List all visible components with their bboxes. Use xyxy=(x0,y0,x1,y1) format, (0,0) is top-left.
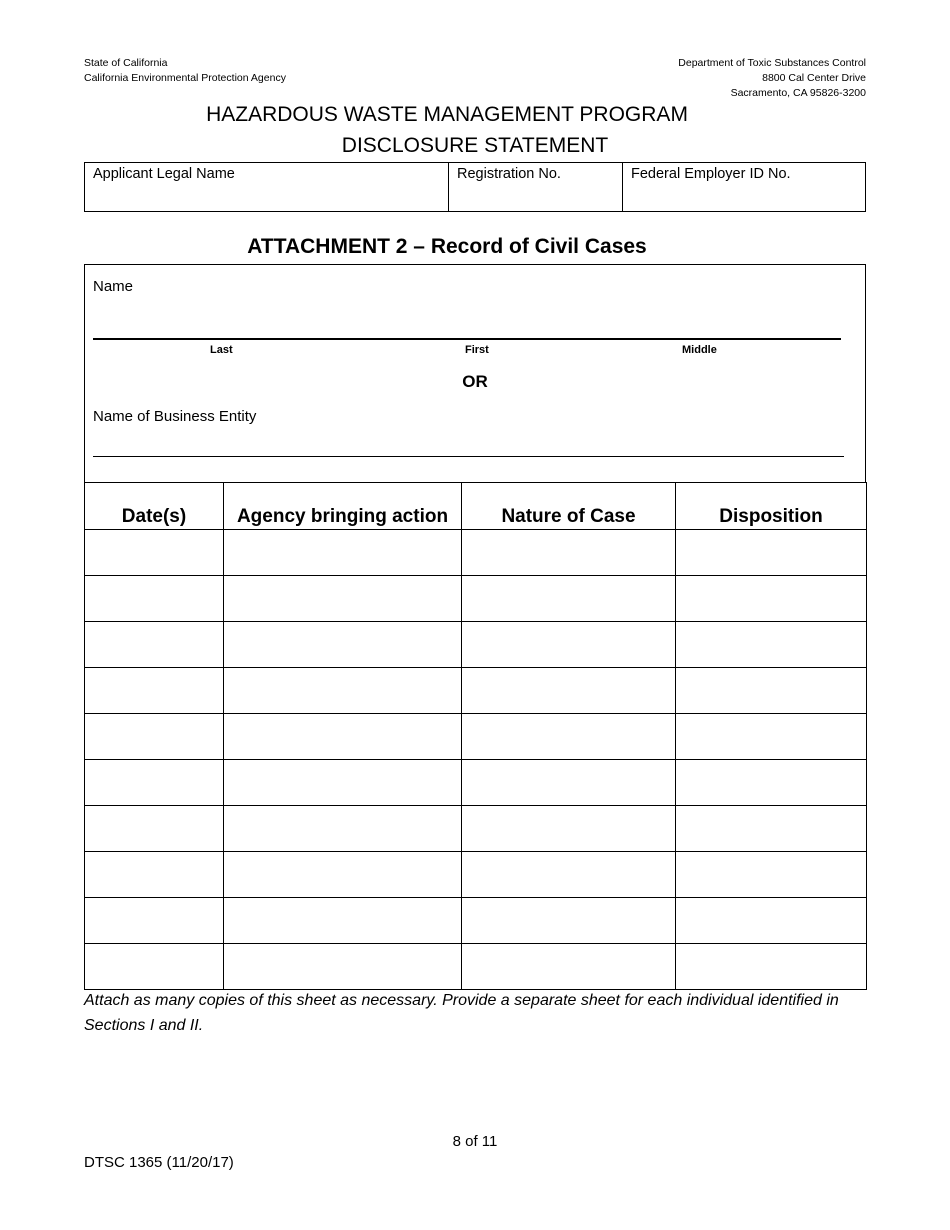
column-header-nature: Nature of Case xyxy=(462,483,676,530)
applicant-info-table xyxy=(84,162,866,212)
registration-no-label: Registration No. xyxy=(457,166,561,182)
table-row xyxy=(85,944,867,990)
nature-cell[interactable] xyxy=(462,530,676,576)
nature-cell[interactable] xyxy=(462,668,676,714)
name-section xyxy=(84,264,866,483)
nature-cell[interactable] xyxy=(462,806,676,852)
business-entity-input-line[interactable] xyxy=(93,456,844,457)
attachment-title: ATTACHMENT 2 – Record of Civil Cases xyxy=(247,235,647,258)
table-row xyxy=(85,622,867,668)
disposition-cell[interactable] xyxy=(676,576,867,622)
dates-cell[interactable] xyxy=(85,944,224,990)
column-header-disposition: Disposition xyxy=(676,483,867,530)
nature-cell[interactable] xyxy=(462,622,676,668)
disposition-cell[interactable] xyxy=(676,714,867,760)
header-left xyxy=(84,56,286,86)
department-label: Department of Toxic Substances Control xyxy=(678,57,866,69)
column-header-agency: Agency bringing action xyxy=(224,483,462,530)
form-id: DTSC 1365 (11/20/17) xyxy=(84,1154,234,1171)
middle-name-label: Middle xyxy=(682,344,717,356)
disposition-cell[interactable] xyxy=(676,760,867,806)
table-row xyxy=(85,576,867,622)
disposition-cell[interactable] xyxy=(676,806,867,852)
nature-cell[interactable] xyxy=(462,760,676,806)
agency-cell[interactable] xyxy=(224,668,462,714)
agency-cell[interactable] xyxy=(224,760,462,806)
agency-cell[interactable] xyxy=(224,714,462,760)
header-right xyxy=(678,56,866,101)
last-name-label: Last xyxy=(210,344,233,356)
business-entity-label: Name of Business Entity xyxy=(93,408,257,425)
disposition-cell[interactable] xyxy=(676,898,867,944)
dates-cell[interactable] xyxy=(85,576,224,622)
address-line-2: Sacramento, CA 95826-3200 xyxy=(730,87,866,99)
disposition-cell[interactable] xyxy=(676,944,867,990)
fein-field[interactable] xyxy=(622,163,865,211)
name-input-line[interactable] xyxy=(93,338,841,340)
table-header-row xyxy=(85,483,867,530)
agency-cell[interactable] xyxy=(224,898,462,944)
table-row xyxy=(85,668,867,714)
table-row xyxy=(85,806,867,852)
dates-cell[interactable] xyxy=(85,714,224,760)
table-row xyxy=(85,852,867,898)
column-header-dates: Date(s) xyxy=(85,483,224,530)
dates-cell[interactable] xyxy=(85,530,224,576)
instructions-note: Attach as many copies of this sheet as necessary. Provide a separate sheet for each individual identified in Sections I and II. xyxy=(84,992,839,1034)
nature-cell[interactable] xyxy=(462,898,676,944)
dates-cell[interactable] xyxy=(85,760,224,806)
agency-cell[interactable] xyxy=(224,576,462,622)
civil-cases-table xyxy=(84,482,867,990)
first-name-label: First xyxy=(465,344,489,356)
agency-cell[interactable] xyxy=(224,530,462,576)
dates-cell[interactable] xyxy=(85,852,224,898)
program-title: HAZARDOUS WASTE MANAGEMENT PROGRAM xyxy=(206,103,688,126)
statement-title: DISCLOSURE STATEMENT xyxy=(341,134,609,157)
disposition-cell[interactable] xyxy=(676,668,867,714)
dates-cell[interactable] xyxy=(85,668,224,714)
or-label: OR xyxy=(462,372,488,391)
nature-cell[interactable] xyxy=(462,852,676,898)
dates-cell[interactable] xyxy=(85,898,224,944)
table-row xyxy=(85,714,867,760)
agency-label: California Environmental Protection Agency xyxy=(84,72,286,84)
nature-cell[interactable] xyxy=(462,576,676,622)
disposition-cell[interactable] xyxy=(676,622,867,668)
registration-no-field[interactable] xyxy=(448,163,622,211)
disposition-cell[interactable] xyxy=(676,852,867,898)
table-row xyxy=(85,530,867,576)
nature-cell[interactable] xyxy=(462,714,676,760)
name-label: Name xyxy=(93,278,134,295)
agency-cell[interactable] xyxy=(224,622,462,668)
table-row xyxy=(85,898,867,944)
dates-cell[interactable] xyxy=(85,622,224,668)
applicant-legal-name-label: Applicant Legal Name xyxy=(93,166,235,182)
applicant-legal-name-field[interactable] xyxy=(85,163,448,211)
fein-label: Federal Employer ID No. xyxy=(631,166,791,182)
page-number: 8 of 11 xyxy=(452,1133,498,1150)
dates-cell[interactable] xyxy=(85,806,224,852)
state-label: State of California xyxy=(84,57,168,69)
agency-cell[interactable] xyxy=(224,944,462,990)
nature-cell[interactable] xyxy=(462,944,676,990)
address-line-1: 8800 Cal Center Drive xyxy=(762,72,866,84)
table-row xyxy=(85,760,867,806)
agency-cell[interactable] xyxy=(224,852,462,898)
agency-cell[interactable] xyxy=(224,806,462,852)
disposition-cell[interactable] xyxy=(676,530,867,576)
